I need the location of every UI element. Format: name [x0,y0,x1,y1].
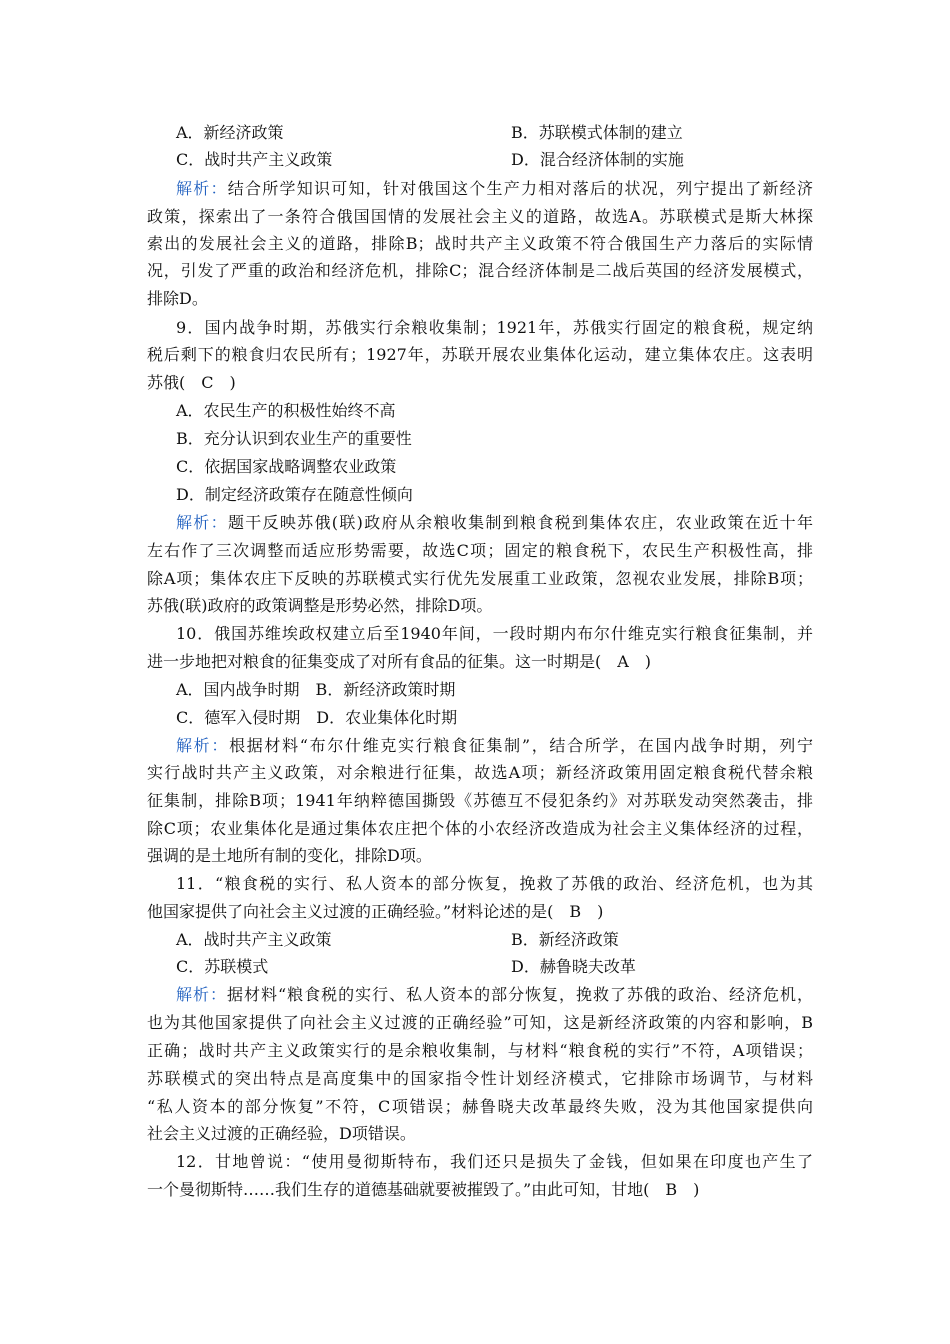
analysis-label: 解析： [176,985,227,1004]
q9-analysis-line: 左右作了三次调整而适应形势需要，故选C项；固定的粮食税下，农民生产积极性高，排 [147,541,813,560]
q11-analysis-line: 解析：据材料“粮食税的实行、私人资本的部分恢复，挽救了苏俄的政治、经济危机， [176,985,813,1004]
analysis-label: 解析： [176,736,230,755]
q9-stem-line: 9．国内战争时期，苏俄实行余粮收集制；1921年，苏俄实行固定的粮食税，规定纳 [176,318,813,337]
q9-option-a: A．农民生产的积极性始终不高 [176,401,396,420]
q11-option-b: B．新经济政策 [511,930,619,949]
q11-analysis-line: 也为其他国家提供了向社会主义过渡的正确经验”可知，这是新经济政策的内容和影响，B [147,1013,813,1032]
q9-option-d: D．制定经济政策存在随意性倾向 [176,485,413,504]
q11-option-a: A．战时共产主义政策 [176,930,332,949]
q11-stem-line: 他国家提供了向社会主义过渡的正确经验。”材料论述的是( B ) [147,902,604,921]
q10-stem-line: 进一步地把对粮食的征集变成了对所有食品的征集。这一时期是( A ) [147,652,652,671]
q12-stem-line: 12．甘地曾说：“使用曼彻斯特布，我们还只是损失了金钱，但如果在印度也产生了 [176,1152,813,1171]
q8-option-b: B．苏联模式体制的建立 [511,123,683,142]
analysis-label: 解析： [176,513,228,532]
q9-analysis-line: 苏俄(联)政府的政策调整是形势必然，排除D项。 [147,596,493,615]
q10-stem-line: 10．俄国苏维埃政权建立后至1940年间，一段时期内布尔什维克实行粮食征集制，并 [176,624,813,643]
q8-analysis-line: 排除D。 [147,289,208,308]
q8-option-d: D．混合经济体制的实施 [511,150,684,169]
q10-options-row-1: A．国内战争时期 B．新经济政策时期 [176,680,456,699]
analysis-label: 解析： [176,179,228,198]
q8-analysis-line: 政策，探索出了一条符合俄国国情的发展社会主义的道路，故选A。苏联模式是斯大林探 [147,207,813,226]
q10-analysis-line: 实行战时共产主义政策，对余粮进行征集，故选A项；新经济政策用固定粮食税代替余粮 [147,763,813,782]
q10-options-row-2: C．德军入侵时期 D．农业集体化时期 [176,708,458,727]
q12-stem-line: 一个曼彻斯特……我们生存的道德基础就要被摧毁了。”由此可知，甘地( B ) [147,1180,700,1199]
q8-option-a: A．新经济政策 [176,123,284,142]
q11-analysis-line: 正确；战时共产主义政策实行的是余粮收集制，与材料“粮食税的实行”不符，A项错误； [147,1041,813,1060]
q10-analysis-line: 解析：根据材料“布尔什维克实行粮食征集制”，结合所学，在国内战争时期，列宁 [176,736,813,755]
q9-option-b: B．充分认识到农业生产的重要性 [176,429,412,448]
q10-analysis-line: 强调的是土地所有制的变化，排除D项。 [147,846,432,865]
q8-analysis-line: 况，引发了严重的政治和经济危机，排除C；混合经济体制是二战后英国的经济发展模式， [147,261,813,280]
q9-stem-line: 苏俄( C ) [147,373,236,392]
q11-analysis-line: 苏联模式的突出特点是高度集中的国家指令性计划经济模式，它排除市场调节，与材料 [147,1069,813,1088]
q10-analysis-line: 除C项；农业集体化是通过集体农庄把个体的小农经济改造成为社会主义集体经济的过程， [147,819,813,838]
q8-analysis-line: 解析：结合所学知识可知，针对俄国这个生产力相对落后的状况，列宁提出了新经济 [176,179,813,198]
q11-option-d: D．赫鲁晓夫改革 [511,957,636,976]
q9-analysis-line: 除A项；集体农庄下反映的苏联模式实行优先发展重工业政策，忽视农业发展，排除B项； [147,569,813,588]
q11-stem-line: 11．“粮食税的实行、私人资本的部分恢复，挽救了苏俄的政治、经济危机，也为其 [176,874,813,893]
q9-option-c: C．依据国家战略调整农业政策 [176,457,397,476]
q8-analysis-line: 索出的发展社会主义的道路，排除B；战时共产主义政策不符合俄国生产力落后的实际情 [147,234,813,253]
q9-analysis-line: 解析：题干反映苏俄(联)政府从余粮收集制到粮食税到集体农庄，农业政策在近十年 [176,513,813,532]
q11-analysis-line: 社会主义过渡的正确经验，D项错误。 [147,1124,416,1143]
q10-analysis-line: 征集制，排除B项；1941年纳粹德国撕毁《苏德互不侵犯条约》对苏联发动突然袭击，排 [147,791,813,810]
q11-option-c: C．苏联模式 [176,957,269,976]
q11-analysis-line: “私人资本的部分恢复”不符，C项错误；赫鲁晓夫改革最终失败，没为其他国家提供向 [147,1097,813,1116]
q9-stem-line: 税后剩下的粮食归农民所有；1927年，苏联开展农业集体化运动，建立集体农庄。这表明 [147,345,813,364]
q8-option-c: C．战时共产主义政策 [176,150,333,169]
